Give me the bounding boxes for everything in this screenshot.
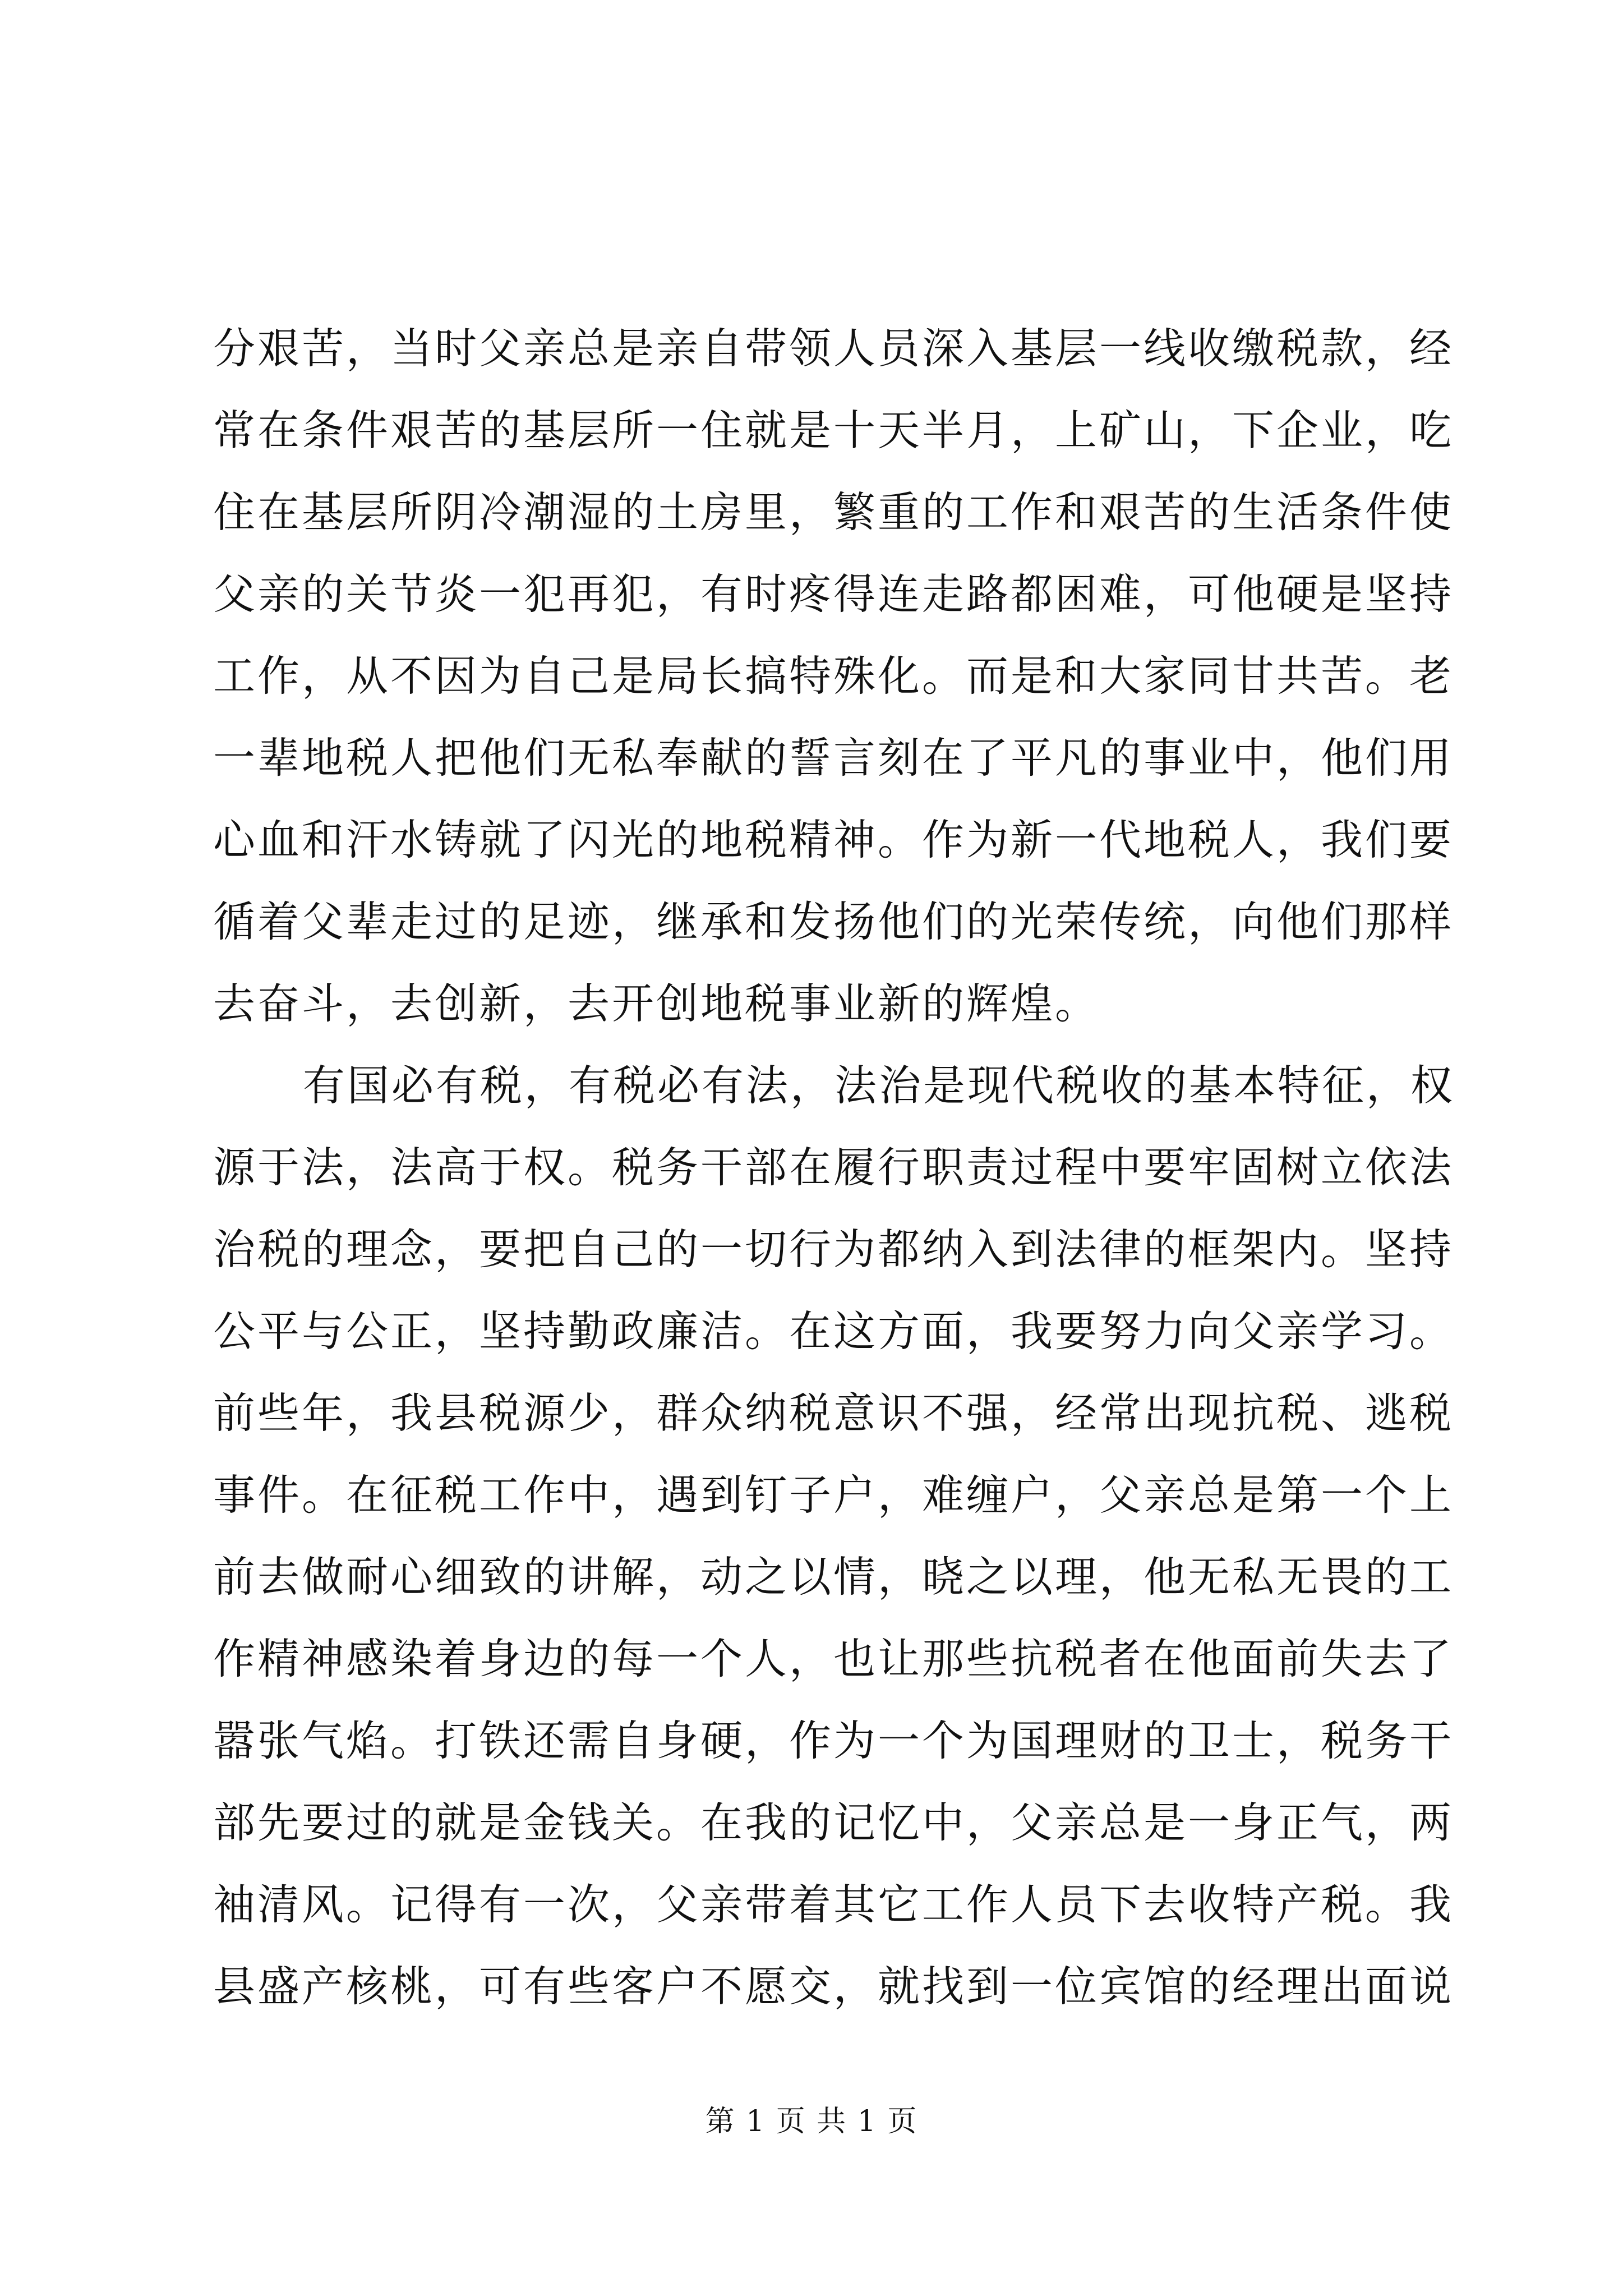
text-line: 公平与公正，坚持勤政廉洁。在这方面，我要努力向父亲学习。 [213,1306,1454,1356]
text-line: 事件。在征税工作中，遇到钉子户，难缠户，父亲总是第一个上 [213,1470,1454,1520]
text-line: 部先要过的就是金钱关。在我的记忆中，父亲总是一身正气，两 [213,1798,1454,1847]
text-line: 前去做耐心细致的讲解，动之以情，晓之以理，他无私无畏的工 [213,1552,1454,1602]
text-line: 循着父辈走过的足迹，继承和发扬他们的光荣传统，向他们那样 [213,897,1454,946]
text-line: 常在条件艰苦的基层所一住就是十天半月，上矿山，下企业，吃 [213,406,1454,455]
text-line: 治税的理念，要把自己的一切行为都纳入到法律的框架内。坚持 [213,1225,1454,1274]
text-line: 住在基层所阴冷潮湿的土房里，繁重的工作和艰苦的生活条件使 [213,487,1454,537]
text-line: 县盛产核桃，可有些客户不愿交，就找到一位宾馆的经理出面说 [213,1962,1454,2011]
text-line: 工作，从不因为自己是局长搞特殊化。而是和大家同甘共苦。老 [213,651,1454,701]
text-line: 父亲的关节炎一犯再犯，有时疼得连走路都困难，可他硬是坚持 [213,569,1454,619]
text-line: 分艰苦，当时父亲总是亲自带领人员深入基层一线收缴税款，经 [213,324,1454,373]
text-line: 作精神感染着身边的每一个人，也让那些抗税者在他面前失去了 [213,1634,1454,1683]
text-line: 心血和汗水铸就了闪光的地税精神。作为新一代地税人，我们要 [213,815,1454,864]
text-line: 嚣张气焰。打铁还需自身硬，作为一个为国理财的卫士，税务干 [213,1716,1454,1765]
page-number-label: 第 1 页 共 1 页 [705,2105,918,2138]
text-line: 前些年，我县税源少，群众纳税意识不强，经常出现抗税、逃税 [213,1388,1454,1438]
body-text [213,307,1455,2027]
text-line: 源于法，法高于权。税务干部在履行职责过程中要牢固树立依法 [213,1143,1454,1192]
paragraph-first-line: 有国必有税，有税必有法，法治是现代税收的基本特征，权 [303,1061,1455,1110]
page-footer [0,2105,1623,2138]
text-line: 一辈地税人把他们无私奉献的誓言刻在了平凡的事业中，他们用 [213,733,1454,783]
text-line: 袖清风。记得有一次，父亲带着其它工作人员下去收特产税。我 [213,1880,1454,1929]
text-line: 去奋斗，去创新，去开创地税事业新的辉煌。 [213,979,1100,1028]
